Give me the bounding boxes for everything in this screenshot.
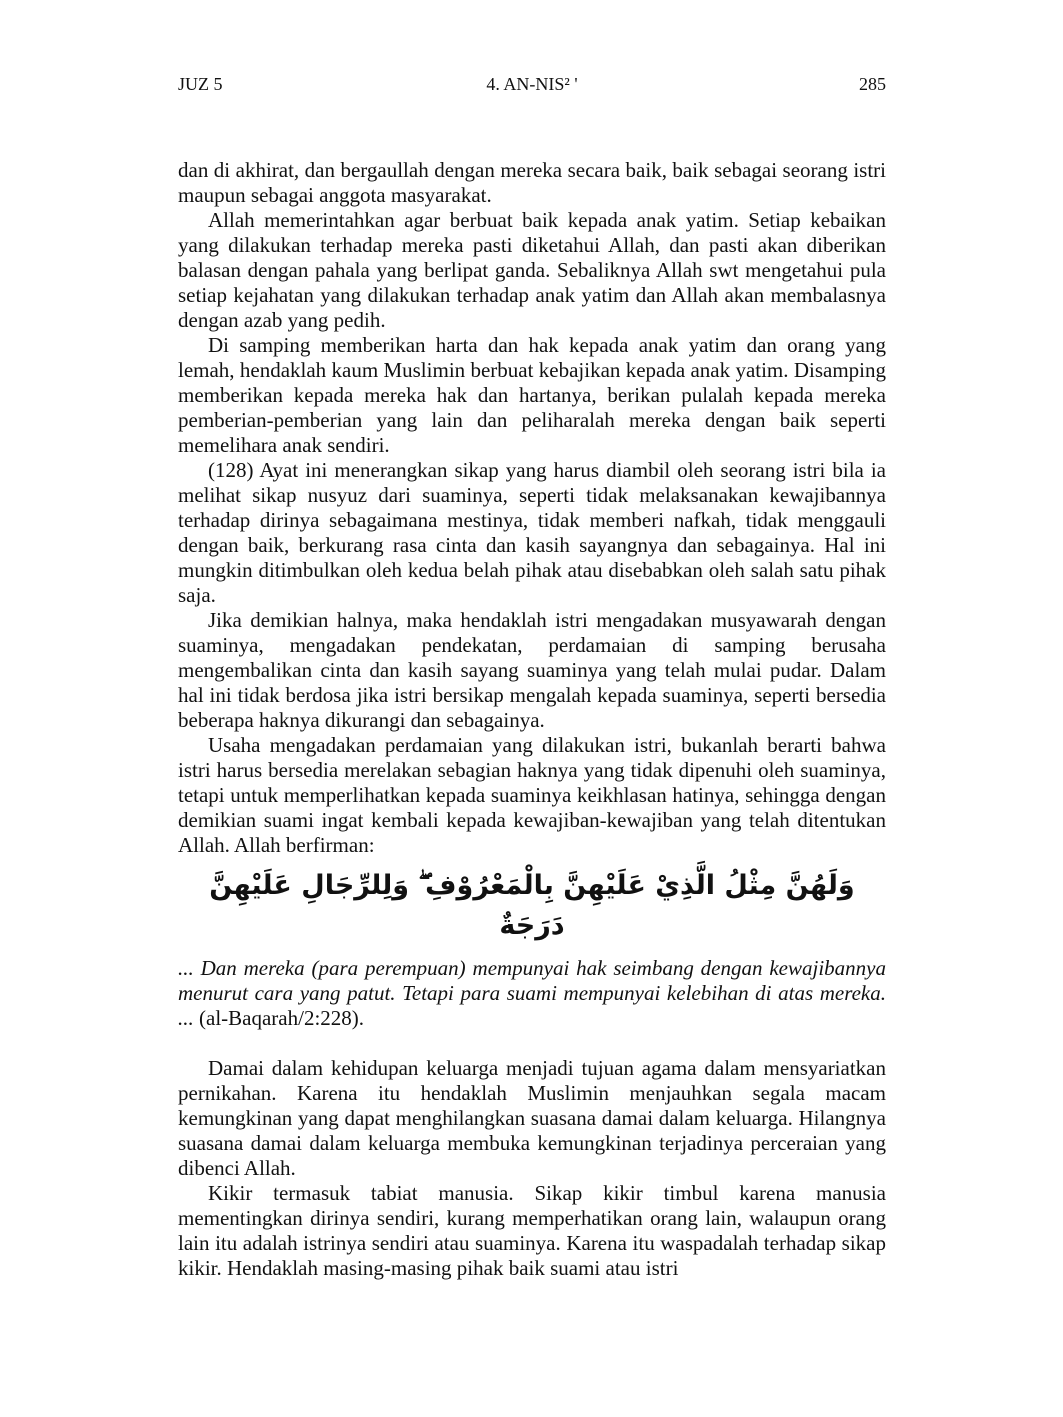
verse-translation [178, 956, 886, 1031]
paragraph: Allah memerintahkan agar berbuat baik kepada anak yatim. Setiap kebaikan yang dilakukan terhadap mereka pasti diketahui Allah, dan pasti akan diberikan balasan dengan pahala yang berlipat ganda. Sebaliknya Allah swt mengetahui pula setiap kejahatan yang dilakukan terhadap anak yatim dan Allah akan membalasnya dengan azab yang pedih. [178, 208, 886, 332]
running-header [178, 74, 886, 100]
juz-label: JUZ 5 [178, 74, 223, 94]
translation-text: ... Dan mereka (para perempuan) mempunyai hak seimbang dengan kewajibannya menurut cara yang patut. Tetapi para suami mempunyai kelebihan di atas mereka. ... [178, 956, 886, 1030]
paragraph: Kikir termasuk tabiat manusia. Sikap kikir timbul karena manusia mementingkan dirinya sendiri, kurang memperhatikan orang lain, walaupun orang lain itu adalah istrinya sendiri atau suaminya. Karena itu waspadalah terhadap sikap kikir. Hendaklah masing-masing pihak baik suami atau istri [178, 1181, 886, 1280]
paragraph: Jika demikian halnya, maka hendaklah istri mengadakan musyawarah dengan suaminya, mengadakan pendekatan, perdamaian di samping berusaha mengembalikan cinta dan kasih sayang suaminya yang telah mulai pudar. Dalam hal ini tidak berdosa jika istri bersikap mengalah kepada suaminya, seperti bersedia beberapa haknya dikurangi dan sebagainya. [178, 608, 886, 732]
surah-title: 4. AN-NIS² ' [486, 74, 578, 94]
spacer [178, 1031, 886, 1056]
paragraph: dan di akhirat, dan bergaullah dengan mereka secara baik, baik sebagai seorang istri maupun sebagai anggota masyarakat. [178, 158, 886, 207]
arabic-verse: وَلَهُنَّ مِثْلُ الَّذِيْ عَلَيْهِنَّ بِالْمَعْرُوْفِ ۖ وَلِلرِّجَالِ عَلَيْهِنَّ دَرَجَةٌ [209, 870, 855, 941]
paragraph: Di samping memberikan harta dan hak kepada anak yatim dan orang yang lemah, hendaklah kaum Muslimin berbuat kebajikan kepada anak yatim. Disamping memberikan kepada mereka hak dan hartanya, berikan pulalah kepada mereka pemberian-pemberian yang lain dan peliharalah mereka dengan baik seperti memelihara anak sendiri. [178, 333, 886, 457]
paragraph: (128) Ayat ini menerangkan sikap yang harus diambil oleh seorang istri bila ia melihat sikap nusyuz dari suaminya, seperti tidak melaksanakan kewajibannya terhadap dirinya sebagaimana mestinya, tidak memberi nafkah, tidak menggauli dengan baik, berkurang rasa cinta dan kasih sayangnya dan sebagainya. Hal ini mungkin ditimbulkan oleh kedua belah pihak atau disebabkan oleh salah satu pihak saja. [178, 458, 886, 607]
paragraph: Usaha mengadakan perdamaian yang dilakukan istri, bukanlah berarti bahwa istri harus bersedia merelakan sebagian haknya yang tidak dipenuhi oleh suaminya, tetapi untuk memperlihatkan kepada suaminya keikhlasan hatinya, sehingga dengan demikian suami ingat kembali kepada kewajiban-kewajiban yang telah ditentukan Allah. Allah berfirman: [178, 733, 886, 857]
verse-reference: (al-Baqarah/2:228). [199, 1006, 365, 1030]
paragraph: Damai dalam kehidupan keluarga menjadi tujuan agama dalam mensyariatkan pernikahan. Karena itu hendaklah Muslimin menjauhkan segala macam kemungkinan yang dapat menghilangkan suasana damai dalam keluarga. Hilangnya suasana damai dalam keluarga membuka kemungkinan terjadinya perceraian yang dibenci Allah. [178, 1056, 886, 1180]
page-body [178, 158, 886, 1281]
page-number: 285 [859, 74, 886, 94]
